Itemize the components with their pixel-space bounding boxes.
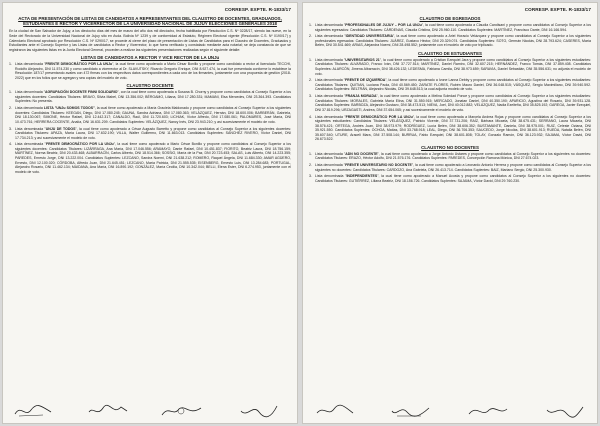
act-title: ACTA DE PRESENTACIÓN DE LISTAS DE CANDIDATOS A REPRESENTANTES DEL CLAUSTRO DE DOCENTES, GRADUADOS, ESTUDIANTES E RECTOR Y VICERRECTOR DE LA UNIVERSIDAD NACIONAL DE JUJUY ELECCIONES GENERALES 2018 (18, 16, 282, 27)
signature-icon (389, 402, 431, 420)
list-name: FRENTE DEMOCRÁTICO POR LA UNJu (45, 142, 114, 147)
item-text: , con la cual tiene como apoderada a Susana B. Chorny y propone como candidatos al Consejo Superior a los siguientes docentes: Candidatos Titulares: BRAVO, Silvia Mabel, DNI 13.356.002; BÉRGAMO, Liliana, DNI 17.280.331; MAMANI, Elsa Mercedes, DNI 23.364.393. Candidatos Suplentes: No presenta. (15, 90, 291, 104)
item-number: 3. (9, 126, 12, 131)
section-title-rector: LISTAS DE CANDIDATOS A RECTOR Y VICE RECTOR DE LA UNJu (80, 55, 220, 61)
list-item (9, 106, 291, 124)
item-body: Lista denominada "ADN NO DOCENTE", la cual tiene como apoderado a Jorge Antonio Ustares y propone como candidatos al Consejo Superior a los siguientes no docentes: Candidatos Titulares: ERAZO, Héctor Adolfo, DNI 21.576.176. Candidatos Suplentes: PAREDES, Concepción Ramona Mónica, DNI 27.674.023. (315, 151, 591, 161)
list-name: PROFESIONALES DE JUJUY – POR LA UNJu (345, 23, 422, 27)
item-text: , la cual tiene como apoderado a Mario César Bonillo y propone como candidatos al Consejo Superior a los siguientes docentes: Candidatos Titulares: LIZÁRRAGA, Ana María, DNI 17.046.556; ARAMAYO, Dante Rafael, DNI 10.451.837; FIORITO, Beatriz Laura, DNI 18.756.159; MARTÍNEZ, Norma Beatriz, DNI 20.433.468; ALBARRACÍN, Carlos Alberto, DNI 18.514.366; SOSSIO, María de la Paz, DNI 20.723.453; SALAS, Luis Alberto, DNI 14.223.355; PAREDES, Ernesto Jorge, DNI 13.222.004. Candidatos Suplentes: LEZCANO, Sandra Noemí, DNI 21.638.212; ROMERO, Raquel Ángela, DNI 11.684.330; AMAR AGÜERO, Ernesto, DNI 12.100.020; CÓRDOBA, Alfredo Juan, DNI 21.645.451; LEZCANO, María Patricia, DNI 21.555.535; EISENBERG, Ernesto Luis, DNI 13.284.683; PORTUGAL, Alejandro Rosario, DNI 11.462.134; MAIDANA, Ana María, DNI 16.890.192; GONZÁLEZ, María Cecilia, DNI 10.342.044; BELLI, Elena Ester, DNI 6.274.953, juntamente con el modelo de voto. (15, 142, 291, 174)
page-header: CORRESP. EXPTE. R-1833/17 (524, 7, 591, 12)
item-body: Lista denominada "IDENTIDAD UNIVERSITARIA", la cual tiene como apoderado a Ariel Horacio Velázquez y propone como candidatos al Consejo Superior a los siguientes profesionales egresados: Candidatos Titulares: JUÁREZ, Gustavo Héctor, DNI 20.329.074. Candidatos Suplentes: SOTO, Germán Nicolás, DNI 28.793.624; CASERES, María Belén, DNI 30.541.669; ARIAS, Alejandra Noemí, DNI 28.498.552; juntamente con el modelo de voto por triplicado. (315, 34, 591, 48)
signature-icon (159, 402, 203, 420)
list-item (9, 127, 291, 141)
item-number: 4. (9, 142, 12, 147)
item-text: , la cual tiene como apoderada a Marcela Andrea Rojas y propone como candidatos al Consejo Superior a los siguientes estudiantes: Candidatos Titulares: VELÁSQUEZ, Patricio Vicente, DNI 37.731.206; RAÍZ, Bárbara Micaela, DNI 38.675.431; SERRANO, Laura Micaela, DNI 38.576.421; ORTEGA, Andrés Juan, DNI 38.973.979; RODRÍGUEZ, Lucía Belén, DNI 38.606.352; BUSTAMANTE, Daniela, DNI 38.975.001; RUIZ, Celeste Oziana, DNI 35.921.550. Candidatos Suplentes: OCHOA, Matías, DNI 33.768.918; LEAL, Diego, DNI 36.706.353; SAUCEDO, Jorge Nicolás, DNI 38.601.913; RUEDA, Natalia Belén, DNI 35.607.540; UTURE, Araceli Mara, DNI 37.508.144; BURRUA, Fabio Ezequiel, DNI 38.601.808; TOLAY, Gonzalo Ramón, DNI 36.123.932; SAJAMA, Víctor David, DNI 26.673.522. (315, 114, 591, 142)
item-text: , la cual tiene como apoderada a Claudia Candisani y propone como candidatos al Consejo Superior a los siguientes egresados: Candidatos Titulares: CÁRDENAS, Claudia Cristina, DNI 25.960.110. Candidatos Suplentes: MARTÍNEZ, Francisco Dante, DNI 16.166.594. (315, 23, 591, 32)
list-name: ADN NO DOCENTE (345, 151, 378, 156)
item-number: 4. (309, 114, 312, 119)
item-text: , la cual tiene como apoderado a Ivone Lanna Debby y propone como candidatos al Consejo Superior a los siguientes estudiantes: Candidatos Titulares: QUITIAN, Luciana Paola, DNI 40.569.450; ZARATE FLORES, Rubén Mauro Daniel, DNI 36.048.515; VÁSQUEZ, Sergio Maximiliano, DNI 39.940.592. Candidatos Suplentes: BELTRÁN, Alejandro Nicolás, DNI 39.648.513; la cual adjunta modelo de voto. (315, 78, 591, 92)
list-name: AGRUPACIÓN DOCENTE FINNI SOLIDARIO (45, 90, 118, 95)
section-title-no-docentes: CLAUSTRO NO DOCENTES (421, 144, 479, 150)
list-name: FRANJA MORADA (345, 94, 377, 99)
list-item (309, 78, 591, 92)
list-name: UNJU DE TODOS (45, 126, 76, 131)
item-text: , la cual tiene como apoderado a Ariel Horacio Velázquez y propone como candidatos al Consejo Superior a los siguientes profesionales egresados: Candidatos Titulares: JUÁREZ, Gustavo Héctor, DNI 20.329.074. Candidatos Suplentes: SOTO, Germán Nicolás, DNI 28.793.624; CASERES, María Belén, DNI 30.541.669; ARIAS, Alejandra Noemí, DNI 28.498.552; juntamente con el modelo de voto por triplicado. (315, 34, 591, 48)
section-title-estudiantes: CLAUSTRO DE ESTUDIANTES (418, 50, 482, 56)
item-text: , la cual tiene como apoderado a Leonardo Antonio Herrera y propone como candidatos al Consejo Superior a los siguientes no docentes: Candidatos Titulares: CARDOZO, Ana Gabriela, DNI 26.413.714. Candidatos Suplentes: BAIZ, Mariano Sergio, DNI 25.300.930. (315, 163, 591, 172)
list-item (309, 94, 591, 112)
item-body: Lista denominada "AGRUPACIÓN DOCENTE FINNI SOLIDARIO", con la cual tiene como apoderada a Susana B. Chorny y propone como candidatos al Consejo Superior a los siguientes docentes: Candidatos Titulares: BRAVO, Silvia Mabel, DNI 13.356.002; BÉRGAMO, Liliana, DNI 17.280.331; MAMANI, Elsa Mercedes, DNI 23.364.393. Candidatos Suplentes: No presenta. (15, 90, 291, 104)
item-text: , la cual tiene como apoderado a Mario César Bonillo y propone como candidato a rector al licenciado TECCHI, Rodolfo Alejandro, DNI 11.574.230 y como candidato a vicerrector al Dr. SLAVUTSKY, Ricardo Gregorio Enrique, DNI 8.927.474, la cual fue presentada conforme lo establece la Resolución 187/17 presentando avales con 472 firmas con los respectivos datos correspondientes a cada uno de los firmantes, juntamente con una propuesta de gestión (2018-2022) que en los folios que se agregan y sea copias del modelo de voto. (15, 62, 292, 80)
list-name: UNIVERSITARIOS 21 (345, 57, 380, 62)
page-left (2, 2, 298, 424)
item-body: Lista denominada "INDEPENDIENTES", la cual tiene como apoderado a Manuel Acosta y propone como candidatos al Consejo Superior a los siguientes no docentes: Candidatos Titulares: GUTIÉRREZ, Liliana Beatriz, DNI 18.156.726. Candidatos Suplentes: SAJAMA, Víctor David, DNI 29.760.230. (315, 174, 591, 183)
item-number: 1. (309, 23, 312, 27)
item-number: 2. (309, 78, 312, 83)
item-text: , la cual tiene como apoderado a Manuel Acosta y propone como candidatos al Consejo Superior a los siguientes no docentes: Candidatos Titulares: GUTIÉRREZ, Liliana Beatriz, DNI 18.156.726. Candidatos Suplentes: SAJAMA, Víctor David, DNI 29.760.230. (315, 174, 591, 183)
list-item (309, 174, 591, 183)
list-item (9, 142, 291, 174)
item-body: Lista denominada LISTA "UNJu SOMOS TODOS", la cual tiene como apoderado a María Graciela Maldonado y propone como candidatos al Consejo Superior a los siguientes docentes: Candidatos Titulares: KEEGAN, Diego, DNI 17.080.245; GAUNA, Sandra Adriana, DNI 17.080.363; VELÁZQUEZ, Hernán, DNI 18.600.006; BARBERÁN, Gabriela, DNI 18.130.067; SIMONE, Héctor Rafael, DNI 12.442.317; CANALDO, Raúl, DNI 11.720.603; LICHIAK, Víctor Alfredo, DNI 17.080.061; PALOMARES, José María, DNI 10.473.761; HERRERA COCENTE, Analía, DNI 16.631.209. Candidatos Suplentes: VELÁZQUEZ, Nancy Inés, DNI 23.943.210; y así sucesivamente el modelo de voto. (15, 106, 291, 124)
list-item (309, 163, 591, 172)
page-header: CORRESP. EXPTE. R-1833/17 (224, 7, 291, 12)
item-body: Lista denominada "FRENTE DEMOCRÁTICO POR LA UNJu", la cual tiene como apoderado a Mario César Bonillo y propone como candidato a rector al licenciado TECCHI, Rodolfo Alejandro, DNI 11.574.230 y como candidato a vicerrector al Dr. SLAVUTSKY, Ricardo Gregorio Enrique, DNI 8.927.474, la cual fue presentada conforme lo establece la Resolución 187/17 presentando avales con 472 firmas con los respectivos datos correspondientes a cada uno de los firmantes, juntamente con una propuesta de gestión (2018-2022) que en los folios que se agregan y sea copias del modelo de voto. (15, 62, 292, 80)
signature-icon (545, 402, 585, 420)
signature-icon (467, 402, 509, 420)
item-text: , la cual tiene como apoderado a Cristian Ezequiel Jara y propone como candidatos al Consejo Superior a los siguientes estudiantes: Candidatos Titulares: ALVARADO, Franco Iván, DNI 37.727.514; MARTÍNEZ, Daniel Ramiro, DNI 32.607.215; HERNÁNDEZ, Franco Tomás, DNI 37.859.408. Candidatos Suplentes: ALARCÓN, Jimena Albarracín, DNI 38.426.132; LEDESMA, Fabiana Camila, DNI 38.973.659; SARAVIA, Daniel Sebastián, DNI 35.556.631; no adjunta el modelo de voto. (315, 57, 591, 76)
list-item (9, 90, 291, 104)
page-right (302, 2, 598, 424)
signature-icon (239, 402, 279, 420)
item-body: Lista denominada "FRENTE DEMOCRÁTICO POR LA UNJu", la cual tiene como apoderada a Marcela Andrea Rojas y propone como candidatos al Consejo Superior a los siguientes estudiantes: Candidatos Titulares: VELÁSQUEZ, Patricio Vicente, DNI 37.731.206; RAÍZ, Bárbara Micaela, DNI 38.675.431; SERRANO, Laura Micaela, DNI 38.576.421; ORTEGA, Andrés Juan, DNI 38.973.979; RODRÍGUEZ, Lucía Belén, DNI 38.606.352; BUSTAMANTE, Daniela, DNI 38.975.001; RUIZ, Celeste Oziana, DNI 35.921.550. Candidatos Suplentes: OCHOA, Matías, DNI 33.768.918; LEAL, Diego, DNI 36.706.353; SAUCEDO, Jorge Nicolás, DNI 38.601.913; RUEDA, Natalia Belén, DNI 35.607.540; UTURE, Araceli Mara, DNI 37.508.144; BURRUA, Fabio Ezequiel, DNI 38.601.808; TOLAY, Gonzalo Ramón, DNI 36.123.932; SAJAMA, Víctor David, DNI 26.673.522. (315, 114, 591, 142)
item-number: 2. (9, 106, 12, 111)
section-title-graduados: CLAUSTRO DE EGRESADOS (419, 16, 481, 21)
item-body: Lista denominada "FRENTE UNIVERSITARIO NO DOCENTE", la cual tiene como apoderado a Leonardo Antonio Herrera y propone como candidatos al Consejo Superior a los siguientes no docentes: Candidatos Titulares: CARDOZO, Ana Gabriela, DNI 26.413.714. Candidatos Suplentes: BAIZ, Mariano Sergio, DNI 25.300.930. (315, 163, 591, 172)
intro-paragraph: En la ciudad de San Salvador de Jujuy, a los dieciocho días del mes de marzo del año dos mil dieciocho, fecha habilitada por Resolución C.S. Nº 0228/17, siendo las nueve, en la Sede del Rectorado de la Universidad Nacional de Jujuy sito en Avda. Bolivia Nº 1239 y de conformidad al Estatuto, Régimen Electoral vigente (Resolución C.S. Nº 0190/17) y Calendario Electoral aprobado por Resolución C.S. Nº 0290/17, se procede al cierre del plazo de presentación de Listas de Candidatos para el Claustro de Docentes, Graduados y Estudiantes ante el Consejo Superior y las Listas de candidatos a Rector y Vicerrector, lo que fuera verificado y constatado mediante acta notarial; se deja constancia de que se registraron las siguientes listas en la Junta Electoral General, proceden a realizar las siguientes presentaciones realizadas según el siguiente detalle: (9, 29, 291, 52)
item-number: 1. (309, 151, 312, 156)
signature-icon (87, 402, 129, 420)
item-number: 1. (9, 90, 12, 95)
section-title-docente: CLAUSTRO DOCENTE (126, 83, 174, 89)
list-item (309, 34, 591, 48)
item-body: Lista denominada "FRANJA MORADA", la cual tiene como apoderado a Melina Soledad Ponce y propone como candidatos al Consejo Superior a los siguientes estudiantes: Candidatos Titulares: MORALES, Gabriela María Elina, DNI 31.550.915; MERCADO, Jonatan Daniel, DNI 40.350.190; APARICIO, Agustina del Rosario, DNI 39.931.128. Candidatos Suplentes: BARBOZA, Alejandro Gustavo, DNI 38.473.513; NIEVA, Joel, DNI 40.012.882; VELÁZQUEZ, Nadia Ezelteña, DNI 35.825.192; GAREGA, Javier Ezequiel, DNI 37.819.296; URZAGASTI, Andrea, DNI 37.654.065; y así sucesivamente el modelo de voto. (315, 94, 591, 112)
item-text: , la cual tiene como apoderado a Jorge Antonio Ustares y propone como candidatos al Consejo Superior a los siguientes no docentes: Candidatos Titulares: ERAZO, Héctor Adolfo, DNI 21.576.176. Candidatos Suplentes: PAREDES, Concepción Ramona Mónica, DNI 27.674.023. (315, 151, 591, 161)
item-text: , la cual tiene como apoderado a María Graciela Maldonado y propone como candidatos al Consejo Superior a los siguientes docentes: Candidatos Titulares: KEEGAN, Diego, DNI 17.080.245; GAUNA, Sandra Adriana, DNI 17.080.363; VELÁZQUEZ, Hernán, DNI 18.600.006; BARBERÁN, Gabriela, DNI 18.130.067; SIMONE, Héctor Rafael, DNI 12.442.317; CANALDO, Raúl, DNI 11.720.603; LICHIAK, Víctor Alfredo, DNI 17.080.061; PALOMARES, José María, DNI 10.473.761; HERRERA COCENTE, Analía, DNI 16.631.209. Candidatos Suplentes: VELÁZQUEZ, Nancy Inés, DNI 23.943.210; y así sucesivamente el modelo de voto. (15, 106, 291, 124)
item-body: Lista denominada "FRENTE DE IZQUIERDA", la cual tiene como apoderado a Ivone Lanna Debby y propone como candidatos al Consejo Superior a los siguientes estudiantes: Candidatos Titulares: QUITIAN, Luciana Paola, DNI 40.569.450; ZARATE FLORES, Rubén Mauro Daniel, DNI 36.048.515; VÁSQUEZ, Sergio Maximiliano, DNI 39.940.592. Candidatos Suplentes: BELTRÁN, Alejandro Nicolás, DNI 39.648.513; la cual adjunta modelo de voto. (315, 78, 591, 92)
list-name: FRENTE DE IZQUIERDA (345, 78, 386, 83)
list-item (309, 152, 591, 161)
list-name: FRENTE UNIVERSITARIO NO DOCENTE (345, 163, 412, 168)
list-name: LISTA "UNJu SOMOS TODOS" (43, 106, 95, 111)
item-number: 3. (309, 174, 312, 179)
item-body: Lista denominada "UNJU DE TODOS", la cual tiene como apoderado a César Augusto Barretto y propone como candidatos al Consejo Superior a los siguientes docentes: Candidatos Titulares: APAZA, María Laura, DNI 17.632.190; VILLA, Walter Guillermo, DNI 11.663.013. Candidatos Suplentes: SÁNCHEZ RIVERO, Víctor Daniel, DNI 17.734.213; y así sucesivamente el modelo de voto. (15, 126, 292, 140)
list-item (9, 62, 291, 80)
list-item (309, 115, 591, 142)
list-item (309, 23, 591, 32)
list-name: FRENTE DEMOCRÁTICO POR LA UNJu (345, 114, 413, 119)
signature-icon (315, 402, 355, 420)
item-number: 1. (309, 57, 312, 62)
list-name: INDEPENDIENTES (346, 174, 378, 179)
item-number: 2. (309, 34, 312, 39)
item-body: Lista denominada "FRENTE DEMOCRÁTICO POR LA UNJu", la cual tiene como apoderado a Mario César Bonillo y propone como candidatos al Consejo Superior a los siguientes docentes: Candidatos Titulares: LIZÁRRAGA, Ana María, DNI 17.046.556; ARAMAYO, Dante Rafael, DNI 10.451.837; FIORITO, Beatriz Laura, DNI 18.756.159; MARTÍNEZ, Norma Beatriz, DNI 20.433.468; ALBARRACÍN, Carlos Alberto, DNI 18.514.366; SOSSIO, María de la Paz, DNI 20.723.453; SALAS, Luis Alberto, DNI 14.223.355; PAREDES, Ernesto Jorge, DNI 13.222.004. Candidatos Suplentes: LEZCANO, Sandra Noemí, DNI 21.638.212; ROMERO, Raquel Ángela, DNI 11.684.330; AMAR AGÜERO, Ernesto, DNI 12.100.020; CÓRDOBA, Alfredo Juan, DNI 21.645.451; LEZCANO, María Patricia, DNI 21.555.535; EISENBERG, Ernesto Luis, DNI 13.284.683; PORTUGAL, Alejandro Rosario, DNI 11.462.134; MAIDANA, Ana María, DNI 16.890.192; GONZÁLEZ, María Cecilia, DNI 10.342.044; BELLI, Elena Ester, DNI 6.274.953, juntamente con el modelo de voto. (15, 142, 291, 174)
item-number: 1. (9, 62, 12, 67)
signature-row (9, 400, 291, 420)
item-text: , la cual tiene como apoderado a Melina Soledad Ponce y propone como candidatos al Consejo Superior a los siguientes estudiantes: Candidatos Titulares: MORALES, Gabriela María Elina, DNI 31.550.915; MERCADO, Jonatan Daniel, DNI 40.350.190; APARICIO, Agustina del Rosario, DNI 39.931.128. Candidatos Suplentes: BARBOZA, Alejandro Gustavo, DNI 38.473.513; NIEVA, Joel, DNI 40.012.882; VELÁZQUEZ, Nadia Ezelteña, DNI 35.825.192; GAREGA, Javier Ezequiel, DNI 37.819.296; URZAGASTI, Andrea, DNI 37.654.065; y así sucesivamente el modelo de voto. (315, 94, 591, 112)
item-number: 2. (309, 163, 312, 168)
list-name: IDENTIDAD UNIVERSITARIA (345, 34, 393, 39)
signature-row (309, 400, 591, 420)
list-item (309, 58, 591, 76)
item-body: Lista denominada "UNIVERSITARIOS 21", la cual tiene como apoderado a Cristian Ezequiel Jara y propone como candidatos al Consejo Superior a los siguientes estudiantes: Candidatos Titulares: ALVARADO, Franco Iván, DNI 37.727.514; MARTÍNEZ, Daniel Ramiro, DNI 32.607.215; HERNÁNDEZ, Franco Tomás, DNI 37.859.408. Candidatos Suplentes: ALARCÓN, Jimena Albarracín, DNI 38.426.132; LEDESMA, Fabiana Camila, DNI 38.973.659; SARAVIA, Daniel Sebastián, DNI 35.556.631; no adjunta el modelo de voto. (315, 57, 591, 76)
list-name: FRENTE DEMOCRÁTICO POR LA UNJu (45, 62, 113, 67)
item-number: 3. (309, 94, 312, 99)
item-body: Lista denominada "PROFESIONALES DE JUJUY – POR LA UNJu", la cual tiene como apoderada a Claudia Candisani y propone como candidatos al Consejo Superior a los siguientes egresados: Candidatos Titulares: CÁRDENAS, Claudia Cristina, DNI 25.960.110. Candidatos Suplentes: MARTÍNEZ, Francisco Dante, DNI 16.166.594. (315, 23, 591, 32)
item-text: , la cual tiene como apoderado a César Augusto Barretto y propone como candidatos al Consejo Superior a los siguientes docentes: Candidatos Titulares: APAZA, María Laura, DNI 17.632.190; VILLA, Walter Guillermo, DNI 11.663.013. Candidatos Suplentes: SÁNCHEZ RIVERO, Víctor Daniel, DNI 17.734.213; y así sucesivamente el modelo de voto. (15, 126, 292, 140)
signature-icon (13, 402, 53, 420)
